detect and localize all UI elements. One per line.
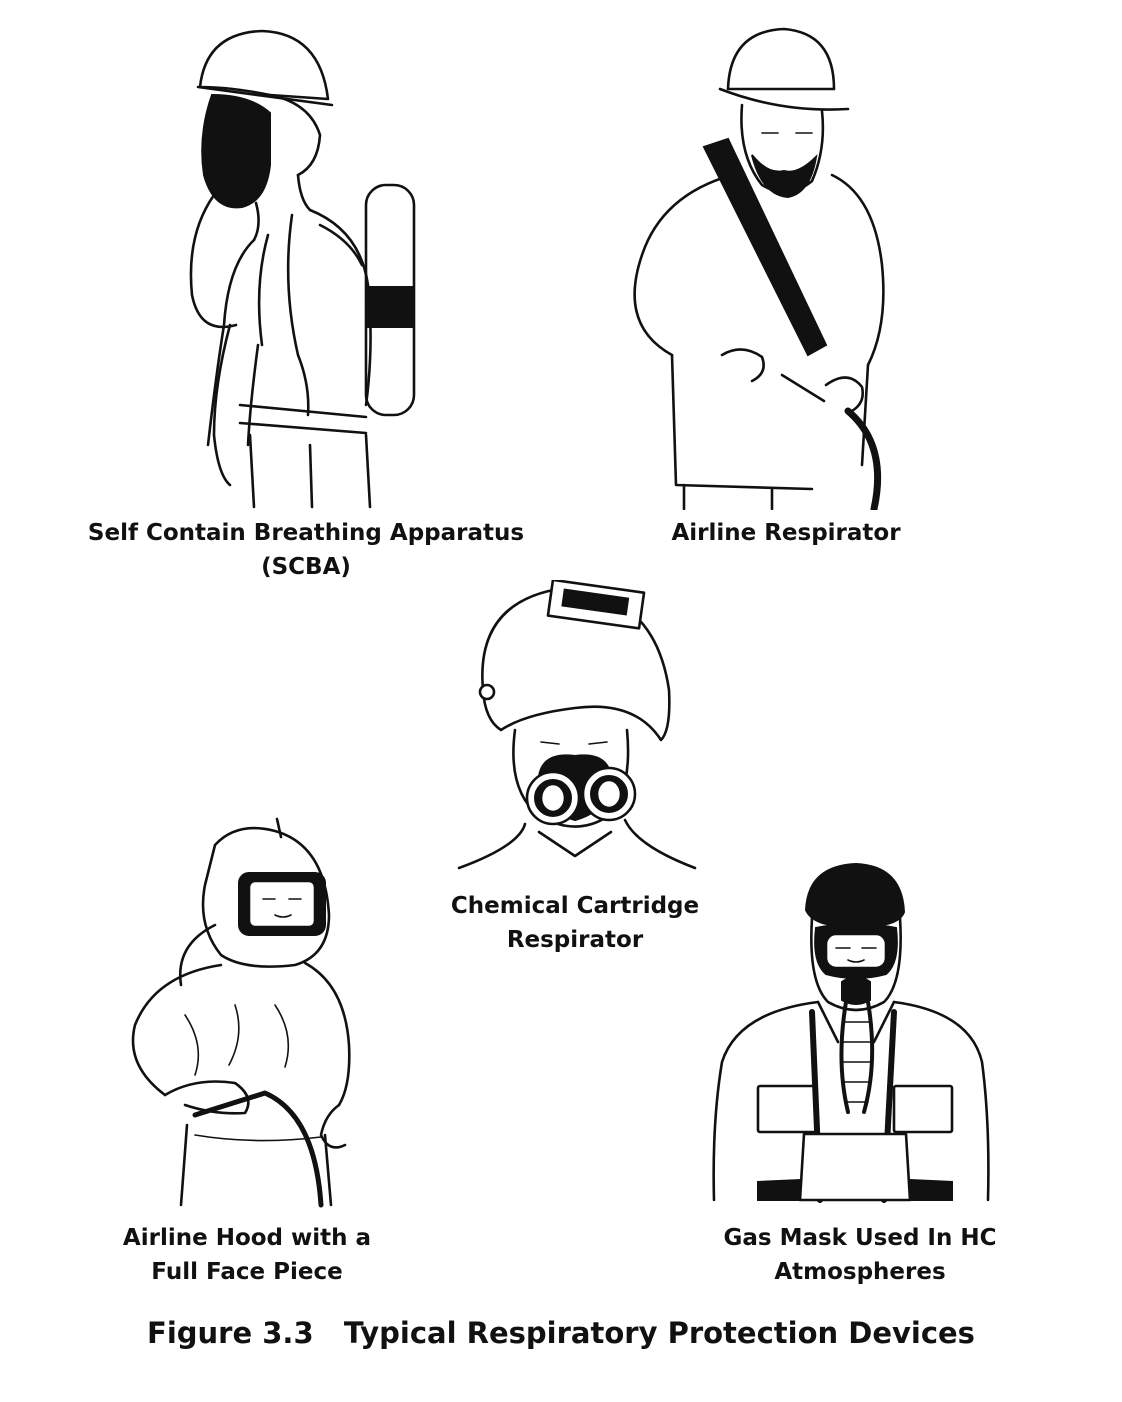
airline-respirator-illustration	[612, 25, 897, 510]
airline-hood-caption-line1: Airline Hood with a	[122, 1225, 372, 1251]
scba-caption	[86, 516, 526, 584]
scba-caption-line2: (SCBA)	[261, 554, 351, 580]
scba-caption-line1: Self Contain Breathing Apparatus	[87, 520, 525, 546]
figure-title: Figure 3.3 Typical Respiratory Protection Devices	[147, 1316, 975, 1350]
scba-illustration	[170, 25, 440, 510]
chemical-cartridge-caption	[425, 889, 725, 957]
airline-hood-caption-line2: Full Face Piece	[151, 1259, 343, 1285]
gas-mask-caption-line2: Atmospheres	[774, 1259, 946, 1285]
chemical-cartridge-caption-line1: Chemical Cartridge	[450, 893, 700, 919]
gas-mask-caption	[710, 1221, 1010, 1289]
airline-hood-caption	[97, 1221, 397, 1289]
chemical-cartridge-illustration	[455, 580, 700, 875]
airline-respirator-caption-line1: Airline Respirator	[671, 520, 901, 546]
airline-respirator-caption	[636, 516, 936, 550]
airline-hood-illustration	[125, 815, 360, 1210]
gas-mask-caption-line1: Gas Mask Used In HC	[723, 1225, 997, 1251]
chemical-cartridge-caption-line2: Respirator	[506, 927, 644, 953]
gas-mask-illustration	[708, 862, 992, 1207]
